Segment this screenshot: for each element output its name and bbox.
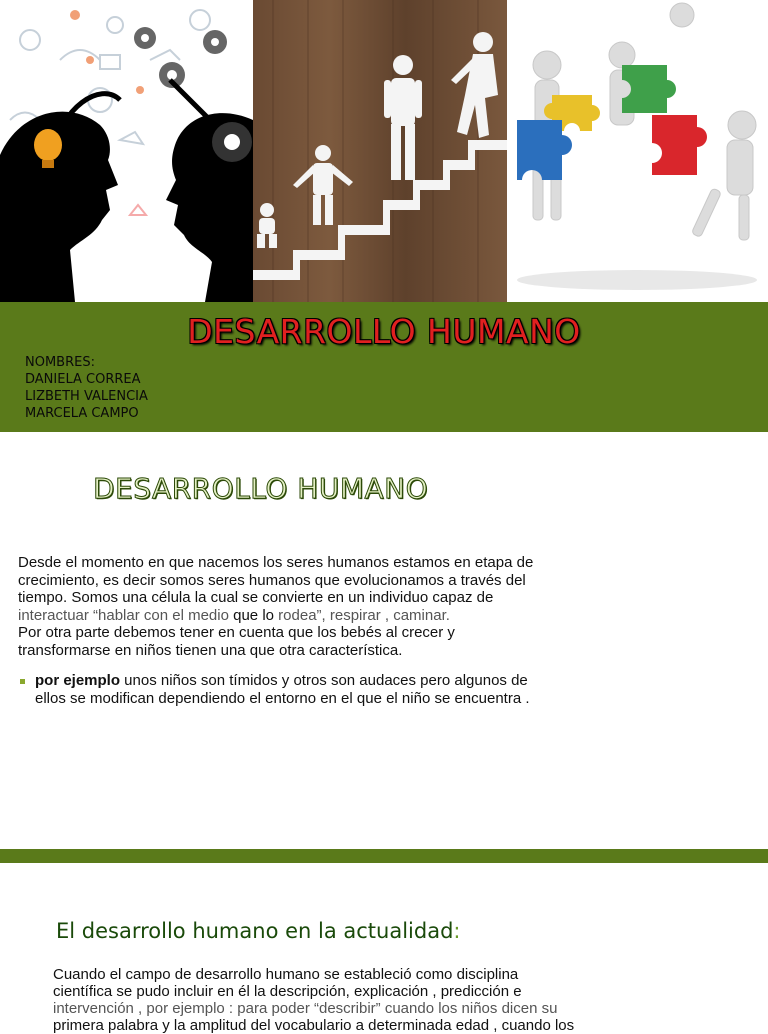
bullet-line: ellos se modifican dependiendo el entorno en el que el niño se encuentra . (35, 689, 530, 707)
authors-block (25, 354, 148, 422)
heads-gears-illustration (0, 0, 253, 302)
content-slide-1 (0, 432, 768, 849)
bullet-item (18, 672, 608, 707)
body-line: Por otra parte debemos tener en cuenta que los bebés al crecer y (18, 624, 455, 641)
stairs-growth-figures (253, 0, 507, 302)
title-banner (0, 302, 768, 432)
content-slide-2 (0, 863, 768, 1034)
slide-separator-band (0, 849, 768, 863)
title-slide (0, 0, 768, 432)
puzzle-teamwork-figures (507, 0, 768, 302)
body-line: Desde el momento en que nacemos los seres humanos estamos en etapa de (18, 554, 534, 571)
presentation-title: DESARROLLO HUMANO (187, 312, 581, 351)
body-fragment: interactuar “hablar con el medio (18, 606, 234, 624)
body-fragment: que lo (233, 606, 274, 624)
body-line: primera palabra y la amplitud del vocabulario a determinada edad , cuando los (53, 1017, 575, 1034)
body-line: científica se pudo incluir en él la descripción, explicación , predicción e (53, 983, 522, 1000)
author-name: DANIELA CORREA (25, 372, 141, 387)
body-line: crecimiento, es decir somos seres humanos que evolucionamos a través del (18, 571, 526, 589)
body-fragment: rodea”, respirar , caminar. (274, 606, 450, 624)
bullet-bold-lead: por ejemplo (35, 672, 121, 689)
body-line: transformarse en niños tienen una que otra característica. (18, 641, 403, 659)
slide-heading (56, 919, 460, 943)
heading-colon: : (453, 919, 461, 943)
body-line: intervención , por ejemplo : para poder “describir” cuando los niños dicen su (53, 1000, 558, 1017)
heading-text: El desarrollo humano en la actualidad (56, 919, 454, 943)
header-image-row (0, 0, 768, 302)
body-line: Cuando el campo de desarrollo humano se estableció como disciplina (53, 966, 519, 983)
names-label: NOMBRES: (25, 355, 95, 370)
body-line: tiempo. Somos una célula la cual se convierte en un individuo capaz de (18, 589, 494, 606)
slide-body (18, 554, 608, 659)
body-line (18, 607, 608, 625)
bullet-square-icon (20, 679, 25, 684)
author-name: LIZBETH VALENCIA (25, 389, 148, 404)
author-name: MARCELA CAMPO (25, 406, 139, 421)
slide-heading: DESARROLLO HUMANO (93, 472, 429, 505)
bullet-text (35, 672, 608, 707)
bullet-line: unos niños son tímidos y otros son audaces pero algunos de (120, 672, 528, 689)
